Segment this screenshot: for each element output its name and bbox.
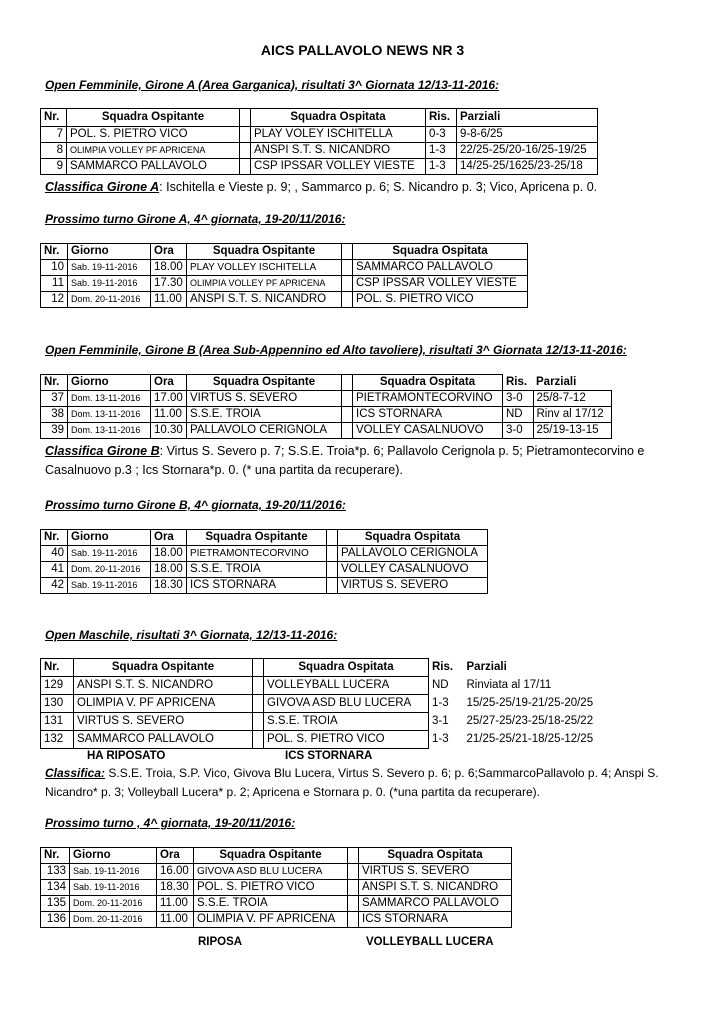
cell-parziali: Rinv al 17/12 [533,407,611,423]
table-row [41,896,512,912]
table-row [41,292,528,308]
prossimo-b-table [40,529,488,594]
classifica-label: Classifica Girone A [45,180,160,194]
col-nr: Nr. [41,375,68,391]
spacer-cell [327,562,338,578]
riposa-team: VOLLEYBALL LUCERA [366,936,494,948]
girone-b-results-table [40,374,612,439]
maschile-classifica [45,764,659,802]
cell-ora: 17.00 [151,391,187,407]
prossimo-a-table [40,243,528,308]
col-ris: Ris. [426,109,457,127]
cell-away: ICS STORNARA [353,407,503,423]
cell-away: ICS STORNARA [359,912,512,928]
cell-ora: 11.00 [157,912,194,928]
cell-home: PALLAVOLO CERIGNOLA [187,423,342,439]
col-away: Squadra Ospitata [338,530,488,546]
prossimo-m-heading: Prossimo turno , 4^ giornata, 19-20/11/2016: [45,816,296,830]
cell-ris: 0-3 [426,127,457,143]
cell-parziali: 25/27-25/23-25/18-25/22 [466,715,594,727]
col-home: Squadra Ospitante [187,375,342,391]
page-title: AICS PALLAVOLO NEWS NR 3 [260,42,465,58]
cell-nr: 131 [41,713,74,731]
cell-ora: 10.30 [151,423,187,439]
col-ora: Ora [157,848,194,864]
cell-ora: 18.30 [151,578,187,594]
cell-home: ICS STORNARA [187,578,327,594]
cell-home: SAMMARCO PALLAVOLO [74,731,253,749]
cell-nr: 135 [41,896,70,912]
cell-away: VIRTUS S. SEVERO [359,864,512,880]
table-row [41,260,528,276]
cell-giorno: Dom. 13-11-2016 [68,407,151,423]
table-row [41,546,488,562]
spacer-cell [342,244,353,260]
table-row [41,731,606,749]
cell-home: GIVOVA ASD BLU LUCERA [194,864,348,880]
girone-a-classifica [45,178,597,197]
spacer-cell [342,276,353,292]
table-row [41,912,512,928]
cell-ora: 18.00 [151,562,187,578]
cell-ora: 17.30 [151,276,187,292]
col-home: Squadra Ospitante [187,530,327,546]
cell-away: POL. S. PIETRO VICO [353,292,528,308]
cell-home: S.S.E. TROIA [187,407,342,423]
cell-nr: 42 [41,578,68,594]
cell-giorno: Dom. 13-11-2016 [68,391,151,407]
cell-away: S.S.E. TROIA [264,713,429,731]
cell-home: PLAY VOLLEY ISCHITELLA [187,260,342,276]
cell-away: VIRTUS S. SEVERO [338,578,488,594]
spacer-cell [253,695,264,713]
cell-ora: 16.00 [157,864,194,880]
table-row [41,159,598,175]
cell-nr: 129 [41,677,74,695]
table-row [41,677,606,695]
cell-giorno: Sab. 19-11-2016 [68,276,151,292]
cell-giorno: Sab. 19-11-2016 [68,260,151,276]
classifica-label: Classifica Girone B [45,444,160,458]
cell-ris: 1-3 [432,697,449,709]
cell-home: SAMMARCO PALLAVOLO [67,159,240,175]
cell-giorno: Dom. 20-11-2016 [70,912,157,928]
cell-home: ANSPI S.T. S. NICANDRO [187,292,342,308]
cell-nr: 9 [41,159,67,175]
col-parziali: Parziali [466,661,507,673]
cell-nr: 133 [41,864,70,880]
spacer-cell [342,260,353,276]
table-row [41,578,488,594]
cell-ora: 11.00 [151,407,187,423]
col-nr: Nr. [41,659,74,677]
classifica-text: : Virtus S. Severo p. 7; S.S.E. Troia*p. 6; Pallavolo Cerignola p. 5; Pietramontecorvino e [159,444,645,458]
cell-ora: 11.00 [151,292,187,308]
col-ris: Ris. [506,375,528,388]
cell-nr: 134 [41,880,70,896]
riposato-label: HA RIPOSATO [87,750,166,762]
table-row [41,880,512,896]
table-row [41,127,598,143]
cell-parziali: 14/25-25/1625/23-25/18 [457,159,598,175]
cell-home: OLIMPIA VOLLEY PF APRICENA [67,143,240,159]
table-row [41,143,598,159]
col-giorno: Giorno [68,530,151,546]
cell-nr: 132 [41,731,74,749]
cell-away: ANSPI S.T. S. NICANDRO [359,880,512,896]
col-away: Squadra Ospitata [264,659,429,677]
cell-away: CSP IPSSAR VOLLEY VIESTE [353,276,528,292]
table-header-row [41,109,598,127]
col-away: Squadra Ospitata [353,244,528,260]
cell-giorno: Dom. 13-11-2016 [68,423,151,439]
spacer-cell [240,159,251,175]
table-row [41,391,612,407]
spacer-cell [253,659,264,677]
cell-parziali: 22/25-25/20-16/25-19/25 [457,143,598,159]
cell-home: POL. S. PIETRO VICO [67,127,240,143]
girone-b-classifica [45,442,644,480]
girone-b-heading: Open Femminile, Girone B (Area Sub-Appennino ed Alto tavoliere), risultati 3^ Giornata 12/13-11-2016: [45,343,627,357]
cell-ris: 1-3 [426,143,457,159]
prossimo-b-heading: Prossimo turno Girone B, 4^ giornata, 19-20/11/2016: [45,498,346,512]
col-home: Squadra Ospitante [194,848,348,864]
cell-away: PIETRAMONTECORVINO [353,391,503,407]
spacer-cell [240,127,251,143]
classifica-label: Classifica: [45,766,106,780]
cell-giorno: Sab. 19-11-2016 [68,578,151,594]
cell-away: POL. S. PIETRO VICO [264,731,429,749]
cell-home: S.S.E. TROIA [194,896,348,912]
cell-nr: 10 [41,260,68,276]
cell-home: PIETRAMONTECORVINO [187,546,327,562]
cell-nr: 11 [41,276,68,292]
cell-ris: ND [432,679,449,691]
classifica-line: Nicandro* p. 3; Volleyball Lucera* p. 2; Apricena e Stornara p. 0. (*una partita da recuperare). [45,785,540,799]
cell-home: VIRTUS S. SEVERO [187,391,342,407]
col-giorno: Giorno [70,848,157,864]
col-away: Squadra Ospitata [251,109,426,127]
table-row [41,276,528,292]
cell-away: VOLLEY CASALNUOVO [353,423,503,439]
cell-home: VIRTUS S. SEVERO [74,713,253,731]
spacer-cell [348,880,359,896]
cell-nr: 40 [41,546,68,562]
col-ris: Ris. [432,661,454,673]
cell-nr: 12 [41,292,68,308]
cell-away: VOLLEY CASALNUOVO [338,562,488,578]
col-ora: Ora [151,530,187,546]
cell-nr: 130 [41,695,74,713]
col-giorno: Giorno [68,375,151,391]
riposa-label: RIPOSA [198,936,243,948]
cell-parziali: 15/25-25/19-21/25-20/25 [466,697,594,709]
cell-ris: 3-0 [503,391,534,407]
spacer-cell [240,143,251,159]
col-ora: Ora [151,244,187,260]
cell-away: SAMMARCO PALLAVOLO [359,896,512,912]
col-nr: Nr. [41,109,67,127]
cell-giorno: Dom. 20-11-2016 [68,562,151,578]
spacer-cell [240,109,251,127]
spacer-cell [342,423,353,439]
spacer-cell [348,848,359,864]
classifica-text: : Ischitella e Vieste p. 9; , Sammarco p. 6; S. Nicandro p. 3; Vico, Apricena p. 0. [159,180,598,194]
classifica-line [45,764,659,783]
cell-away: PALLAVOLO CERIGNOLA [338,546,488,562]
spacer-cell [342,391,353,407]
col-parziali: Parziali [536,375,577,388]
cell-parziali: 21/25-25/21-18/25-12/25 [466,733,594,745]
cell-ris: 3-0 [503,423,534,439]
spacer-cell [327,530,338,546]
cell-nr: 136 [41,912,70,928]
cell-ris: 3-1 [432,715,449,727]
col-away: Squadra Ospitata [353,375,503,391]
cell-ora: 18.30 [157,880,194,896]
cell-parziali: 9-8-6/25 [457,127,598,143]
col-parziali: Parziali [457,109,598,127]
cell-nr: 38 [41,407,68,423]
cell-away: PLAY VOLEY ISCHITELLA [251,127,426,143]
col-ora: Ora [151,375,187,391]
cell-away: ANSPI S.T. S. NICANDRO [251,143,426,159]
cell-parziali: 25/19-13-15 [533,423,611,439]
riposato-team: ICS STORNARA [285,750,373,762]
col-home: Squadra Ospitante [67,109,240,127]
spacer-cell [253,677,264,695]
col-nr: Nr. [41,244,68,260]
spacer-cell [348,864,359,880]
prossimo-a-heading: Prossimo turno Girone A, 4^ giornata, 19-20/11/2016: [45,212,346,226]
spacer-cell [342,407,353,423]
col-giorno: Giorno [68,244,151,260]
cell-ora: 18.00 [151,260,187,276]
cell-ris: 1-3 [432,733,449,745]
maschile-results-table [40,658,606,749]
classifica-line: Casalnuovo p.3 ; Ics Stornara*p. 0. (* una partita da recuperare). [45,463,403,477]
classifica-text: S.S.E. Troia, S.P. Vico, Givova Blu Lucera, Virtus S. Severo p. 6; p. 6;SammarcoPallavolo p. 4; Anspi S. [105,766,659,780]
cell-home: ANSPI S.T. S. NICANDRO [74,677,253,695]
cell-nr: 39 [41,423,68,439]
cell-parziali: 25/8-7-12 [533,391,611,407]
table-row [41,864,512,880]
table-row [41,695,606,713]
cell-nr: 37 [41,391,68,407]
cell-nr: 8 [41,143,67,159]
spacer-cell [342,292,353,308]
girone-a-heading: Open Femminile, Girone A (Area Garganica), risultati 3^ Giornata 12/13-11-2016: [45,78,500,92]
cell-ora: 11.00 [157,896,194,912]
spacer-cell [327,578,338,594]
table-header-row [41,659,606,677]
cell-giorno: Sab. 19-11-2016 [70,864,157,880]
spacer-cell [348,896,359,912]
cell-home: S.S.E. TROIA [187,562,327,578]
cell-ris: ND [503,407,534,423]
table-row [41,423,612,439]
table-header-row [41,848,512,864]
cell-giorno: Dom. 20-11-2016 [68,292,151,308]
table-row [41,407,612,423]
cell-giorno: Sab. 19-11-2016 [70,880,157,896]
cell-home: POL. S. PIETRO VICO [194,880,348,896]
col-home: Squadra Ospitante [187,244,342,260]
cell-parziali: Rinviata al 17/11 [466,679,552,691]
cell-giorno: Dom. 20-11-2016 [70,896,157,912]
table-header-row [41,375,612,391]
cell-home: OLIMPIA VOLLEY PF APRICENA [187,276,342,292]
cell-away: VOLLEYBALL LUCERA [264,677,429,695]
spacer-cell [342,375,353,391]
cell-away: SAMMARCO PALLAVOLO [353,260,528,276]
cell-away: GIVOVA ASD BLU LUCERA [264,695,429,713]
col-nr: Nr. [41,848,70,864]
table-header-row [41,530,488,546]
spacer-cell [253,731,264,749]
prossimo-m-table [40,847,512,928]
spacer-cell [348,912,359,928]
cell-nr: 41 [41,562,68,578]
table-header-row [41,244,528,260]
cell-giorno: Sab. 19-11-2016 [68,546,151,562]
table-row [41,562,488,578]
table-row [41,713,606,731]
cell-home: OLIMPIA V. PF APRICENA [194,912,348,928]
cell-home: OLIMPIA V. PF APRICENA [74,695,253,713]
spacer-cell [253,713,264,731]
girone-a-results-table [40,108,598,175]
classifica-line [45,442,644,461]
col-away: Squadra Ospitata [359,848,512,864]
maschile-heading: Open Maschile, risultati 3^ Giornata, 12/13-11-2016: [45,628,338,642]
cell-nr: 7 [41,127,67,143]
cell-ris: 1-3 [426,159,457,175]
spacer-cell [327,546,338,562]
cell-ora: 18.00 [151,546,187,562]
cell-away: CSP IPSSAR VOLLEY VIESTE [251,159,426,175]
col-home: Squadra Ospitante [74,659,253,677]
col-nr: Nr. [41,530,68,546]
